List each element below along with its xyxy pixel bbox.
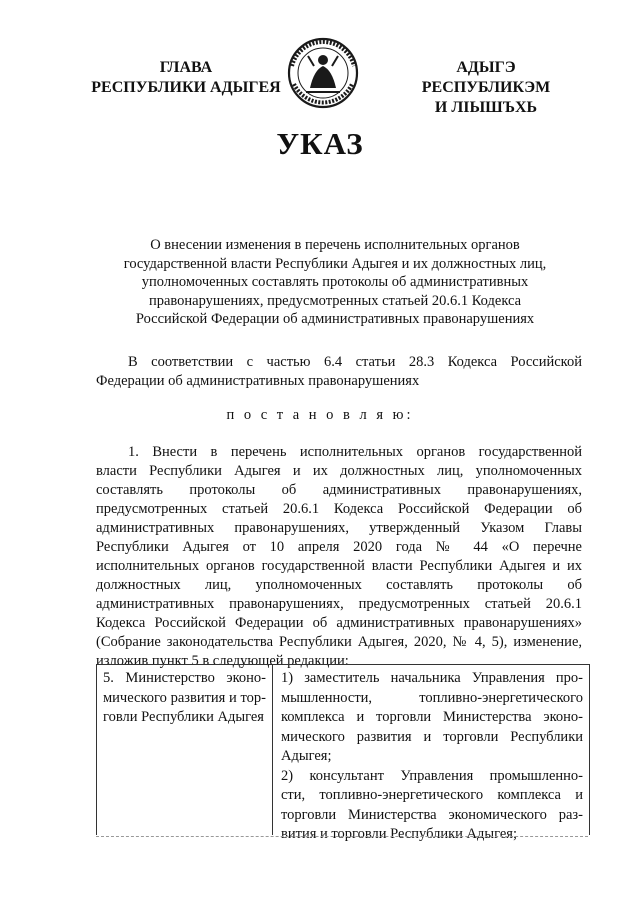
- preamble-line: Федерации об административных правонарушениях: [96, 373, 420, 389]
- issuer-russian-line-1: ГЛАВА: [159, 59, 213, 76]
- decree-word: п о с т а н о в л я ю:: [226, 407, 414, 423]
- table-cell-line: говли Республики Адыгея: [103, 709, 264, 725]
- coat-of-arms-seal-icon: [284, 36, 362, 110]
- item-1-line: Республики Адыгея от 10 апреля 2020 года № 44 «О перечне: [96, 539, 582, 555]
- item-1-line: Кодекса Российской Федерации об административных правонарушениях»: [96, 615, 582, 631]
- subject-line: уполномоченных составлять протоколы об административных: [141, 274, 529, 290]
- issuer-russian: [76, 58, 296, 98]
- item-1-line: изложив пункт 5 в следующей редакции:: [96, 653, 349, 669]
- table-cell-line: торговли Министерства экономического раз-: [281, 806, 583, 823]
- table-cell-officials: [273, 665, 589, 842]
- table-bottom-edge: [96, 836, 588, 838]
- item-1-line: исполнительных органов государственной власти Республики Адыгея и их: [96, 558, 582, 574]
- subject-line: правонарушениях, предусмотренных статьей 20.6.1 Кодекса: [148, 292, 522, 309]
- issuer-adyghe-line-2: И ЛІЫШЪХЬ: [434, 99, 538, 116]
- document-type-title: УКАЗ: [276, 126, 364, 161]
- table-cell-line: 5. Министерство эконо-: [103, 670, 266, 686]
- item-1-line: составлять протоколы об административных правонарушениях,: [96, 482, 582, 498]
- decree-subject: [100, 236, 570, 329]
- table-cell-line: сти, топливно-энергетического комплекса и: [281, 787, 583, 803]
- item-1-line: административных правонарушениях, предусмотренных статьей 20.6.1: [96, 596, 582, 612]
- issuer-adyghe: [392, 58, 580, 118]
- table-cell-line: 2) консультант Управления промышленно-: [281, 767, 583, 784]
- subject-line: О внесении изменения в перечень исполнительных органов: [150, 237, 520, 253]
- item-1-line: (Собрание законодательства Республики Адыгея, 2020, № 4, 5), изменение,: [96, 634, 582, 650]
- table-cell-line: мического развития и тор-: [103, 689, 266, 706]
- item-1-line: 1. Внести в перечень исполнительных органов государственной: [128, 444, 582, 460]
- item-1-line: административных правонарушениях, утвержденный Указом Главы: [96, 520, 582, 536]
- item-1-line: должностных лиц, уполномоченных составлять протоколы об: [96, 577, 582, 593]
- issuer-russian-line-2: РЕСПУБЛИКИ АДЫГЕЯ: [91, 79, 281, 96]
- preamble-line: В соответствии с частью 6.4 статьи 28.3 Кодекса Российской: [128, 354, 582, 370]
- table-cell-line: Адыгея;: [281, 748, 332, 764]
- amendment-table: [96, 664, 590, 842]
- item-1-line: предусмотренных статьей 20.6.1 Кодекса Российской Федерации об: [96, 501, 582, 517]
- table-cell-line: мического развития и торговли Республики: [281, 728, 583, 745]
- table-cell-line: мышленности, топливно-энергетического: [281, 689, 583, 706]
- subject-line: государственной власти Республики Адыгея и их должностных лиц,: [123, 255, 547, 272]
- table-cell-line: 1) заместитель начальника Управления про-: [281, 670, 583, 686]
- table-cell-line: комплекса и торговли Министерства эконо-: [281, 709, 583, 725]
- table-cell-line: вития и торговли Республики Адыгея;: [281, 826, 517, 842]
- issuer-adyghe-line-1: АДЫГЭ РЕСПУБЛИКЭМ: [421, 59, 551, 96]
- item-1-line: власти Республики Адыгея и их должностных лиц, уполномоченных: [96, 463, 582, 479]
- subject-line: Российской Федерации об административных правонарушениях: [135, 311, 535, 327]
- table-cell-authority: [97, 665, 273, 835]
